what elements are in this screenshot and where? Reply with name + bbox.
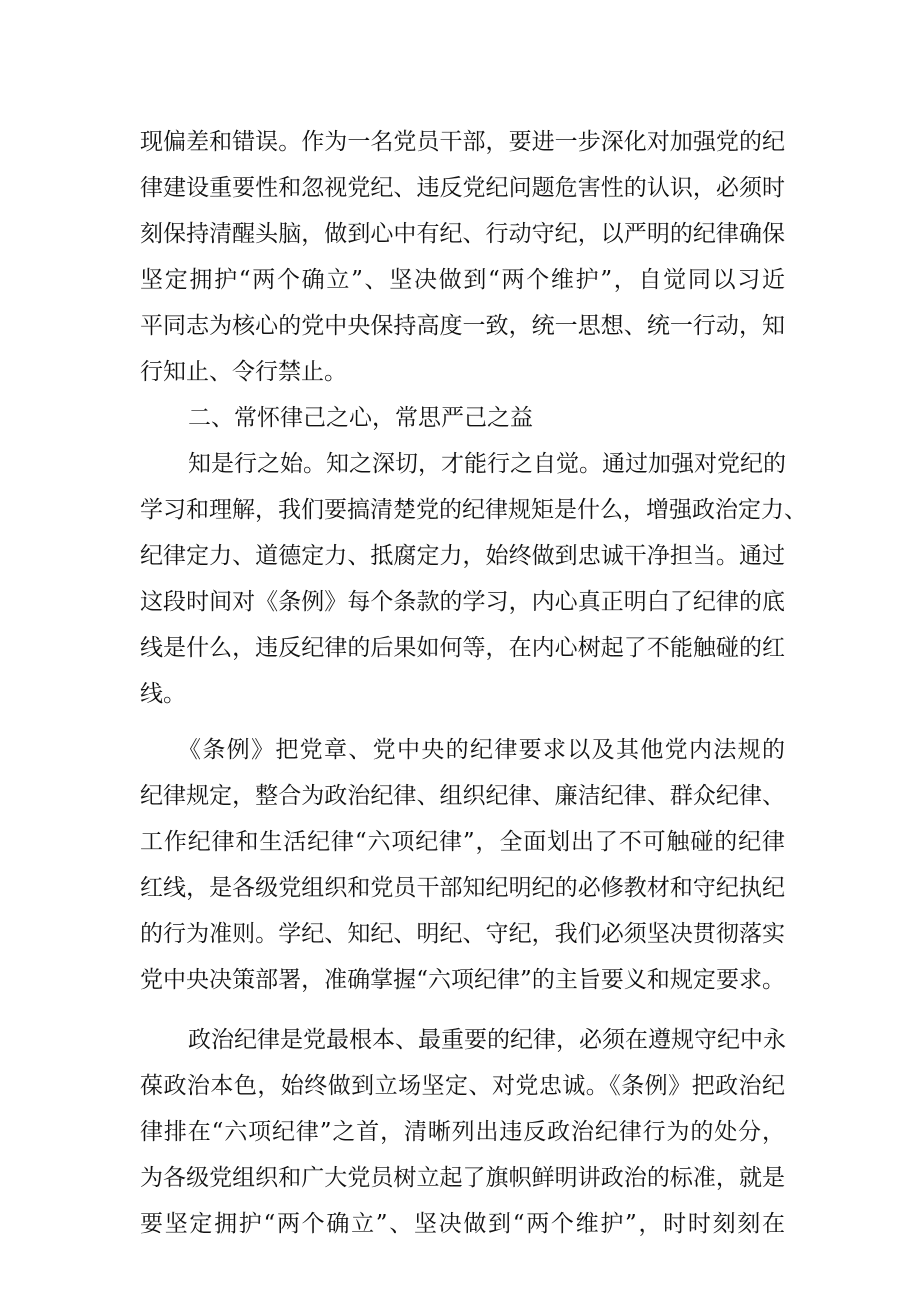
p3-line-3: 工作纪律和生活纪律“六项纪律”，全面划出了不可触碰的纪律: [140, 829, 785, 855]
p4-line-2: 葆政治本色，始终做到立场坚定、对党忠诚。《条例》把政治纪: [140, 1073, 785, 1099]
p2-line-5: 线是什么，违反纪律的后果如何等，在内心树起了不能触碰的红: [140, 635, 785, 661]
p1-line-3: 刻保持清醒头脑，做到心中有纪、行动守纪，以严明的纪律确保: [140, 221, 785, 247]
p3-line-1: 《条例》把党章、党中央的纪律要求以及其他党内法规的: [178, 737, 785, 763]
p4-line-4: 为各级党组织和广大党员树立起了旗帜鲜明讲政治的标准，就是: [140, 1165, 785, 1191]
p2-line-6: 线。: [140, 681, 186, 707]
p4-line-1: 政治纪律是党最根本、最重要的纪律，必须在遵规守纪中永: [188, 1027, 786, 1053]
p2-line-4: 这段时间对《条例》每个条款的学习，内心真正明白了纪律的底: [140, 589, 785, 615]
p1-line-6: 行知止、令行禁止。: [140, 359, 347, 385]
p3-line-6: 党中央决策部署，准确掌握“六项纪律”的主旨要义和规定要求。: [140, 967, 785, 993]
p4-line-3: 律排在“六项纪律”之首，清晰列出违反政治纪律行为的处分，: [140, 1119, 785, 1145]
p2-line-3: 纪律定力、道德定力、抵腐定力，始终做到忠诚干净担当。通过: [140, 543, 785, 569]
p2-line-1: 知是行之始。知之深切，才能行之自觉。通过加强对党纪的: [188, 451, 786, 477]
p1-line-4: 坚定拥护“两个确立”、坚决做到“两个维护”，自觉同以习近: [140, 267, 785, 293]
p4-line-5: 要坚定拥护“两个确立”、坚决做到“两个维护”，时时刻刻在: [140, 1211, 785, 1237]
p2-line-2: 学习和理解，我们要搞清楚党的纪律规矩是什么，增强政治定力、: [140, 497, 807, 523]
section-heading: 二、常怀律己之心，常思严己之益: [188, 405, 533, 431]
p1-line-1: 现偏差和错误。作为一名党员干部，要进一步深化对加强党的纪: [140, 129, 785, 155]
p3-line-2: 纪律规定，整合为政治纪律、组织纪律、廉洁纪律、群众纪律、: [140, 783, 785, 809]
p3-line-5: 的行为准则。学纪、知纪、明纪、守纪，我们必须坚决贯彻落实: [140, 921, 785, 947]
p1-line-5: 平同志为核心的党中央保持高度一致，统一思想、统一行动，知: [140, 313, 785, 339]
p3-line-4: 红线，是各级党组织和党员干部知纪明纪的必修教材和守纪执纪: [140, 875, 785, 901]
p1-line-2: 律建设重要性和忽视党纪、违反党纪问题危害性的认识，必须时: [140, 175, 785, 201]
